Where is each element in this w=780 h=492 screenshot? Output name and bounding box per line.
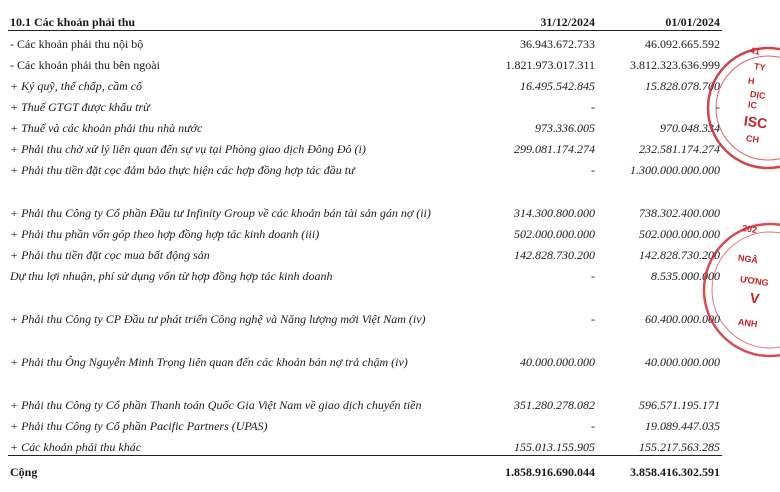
stamp-text-fragment: H	[747, 75, 756, 87]
row-value-2024: 36.943.672.733	[520, 37, 595, 51]
total-label: Cộng	[8, 456, 452, 481]
table-row	[8, 434, 722, 456]
row-value-2024: -	[591, 419, 595, 433]
row-value-2024: 502.000.000.000	[514, 227, 595, 241]
row-value-2023: 3.812.323.636.999	[630, 58, 720, 72]
table-row	[8, 31, 722, 53]
row-label: + Thuế và các khoản phải thu nhà nước	[10, 121, 203, 135]
table-row	[8, 178, 722, 221]
row-label: - Các khoản phải thu bên ngoài	[10, 58, 160, 72]
row-value-2024: -	[591, 269, 595, 283]
table-row	[8, 73, 722, 94]
stamp-text-fragment: ANH	[737, 316, 759, 330]
stamp-text-fragment: DỊC	[749, 88, 767, 102]
row-value-2024: 973.336.005	[535, 121, 595, 135]
row-value-2023: 142.828.730.200	[639, 248, 720, 262]
row-value-2023: 232.581.174.274	[639, 142, 720, 156]
table-row	[8, 136, 722, 157]
row-value-2023: 60.400.000.000	[645, 312, 720, 326]
stamp-text-fragment: 41	[749, 45, 761, 57]
row-label: + Phải thu Công ty Cổ phần Thanh toán Quốc Gia Việt Nam về giao dịch chuyển tiền	[10, 398, 422, 412]
stamp-text-fragment: V	[748, 289, 761, 307]
total-value-2023: 3.858.416.302.591	[597, 456, 722, 481]
table-row	[8, 115, 722, 136]
table-header	[8, 0, 722, 31]
total-row	[8, 456, 722, 481]
table-row	[8, 327, 722, 370]
row-label: + Ký quỹ, thế chấp, cầm cố	[10, 79, 143, 93]
row-value-2023: 46.092.665.592	[645, 37, 720, 51]
stamp-text-fragment: ƯƠNG	[739, 274, 770, 288]
table-row	[8, 370, 722, 413]
stamp-text-fragment: TY	[753, 61, 767, 73]
stamp-text-fragment: IC	[747, 99, 758, 111]
stamp-text-fragment: CH	[745, 133, 760, 145]
row-label: + Các khoản phải thu khác	[10, 440, 142, 454]
row-value-2024: 1.821.973.017.311	[505, 58, 595, 72]
row-value-2023: 155.217.563.285	[597, 434, 722, 456]
stamp-text-fragment: ISC	[743, 112, 769, 132]
table-row	[8, 52, 722, 73]
row-label: + Phải thu phần vốn góp theo hợp đồng hợp tác kinh doanh (iii)	[10, 227, 320, 241]
row-value-2023: -	[716, 100, 720, 114]
row-label: + Phải thu Ông Nguyễn Minh Trọng liên quan đến các khoản bán nợ trả chậm (iv)	[10, 355, 408, 369]
column-header-2023: 01/01/2024	[597, 0, 722, 31]
row-label: + Phải thu Công ty CP Đầu tư phát triển Công nghệ và Năng lượng mới Việt Nam (iv)	[10, 312, 426, 326]
row-label: + Phải thu tiền đặt cọc đảm bảo thực hiện các hợp đồng hợp tác đầu tư	[10, 163, 355, 177]
table-row	[8, 94, 722, 115]
row-value-2023: 738.302.400.000	[639, 206, 720, 220]
row-label: Dự thu lợi nhuận, phí sử dụng vốn từ hợp đồng hợp tác kinh doanh	[10, 269, 333, 283]
column-header-2024: 31/12/2024	[452, 0, 597, 31]
row-value-2023: 15.828.078.700	[645, 79, 720, 93]
section-title: 10.1 Các khoản phải thu	[8, 0, 452, 31]
table-row	[8, 413, 722, 434]
row-value-2023: 502.000.000.000	[639, 227, 720, 241]
row-value-2024: 40.000.000.000	[520, 355, 595, 369]
table-row	[8, 263, 722, 284]
table-row	[8, 157, 722, 178]
row-label: + Phải thu tiền đặt cọc mua bất động sản	[10, 248, 210, 262]
receivables-table	[8, 0, 722, 480]
row-value-2023: 40.000.000.000	[645, 355, 720, 369]
row-value-2023: 596.571.195.171	[639, 398, 720, 412]
row-value-2023: 8.535.000.000	[651, 269, 720, 283]
row-value-2024: 299.081.174.274	[514, 142, 595, 156]
row-label: + Phải thu chờ xử lý liên quan đến sự vụ tại Phòng giao dịch Đông Đô (i)	[10, 142, 366, 156]
row-value-2024: 351.280.278.082	[514, 398, 595, 412]
row-value-2024: -	[591, 100, 595, 114]
row-value-2023: 19.089.447.035	[645, 419, 720, 433]
row-value-2024: -	[591, 312, 595, 326]
table-row	[8, 221, 722, 242]
receivables-rows	[8, 31, 722, 456]
total-value-2024: 1.858.916.690.044	[452, 456, 597, 481]
row-value-2024: 16.495.542.845	[520, 79, 595, 93]
stamp-text-fragment: 202	[741, 223, 758, 235]
row-value-2024: 314.300.800.000	[514, 206, 595, 220]
row-value-2024: 142.828.730.200	[514, 248, 595, 262]
stamp-text-fragment: NGÂ	[737, 252, 759, 266]
row-value-2023: 1.300.000.000.000	[630, 163, 720, 177]
row-value-2024: 155.013.155.905	[452, 434, 597, 456]
row-label: + Thuế GTGT được khấu trừ	[10, 100, 150, 114]
row-label: - Các khoản phải thu nội bộ	[10, 37, 144, 51]
row-value-2023: 970.048.334	[660, 121, 720, 135]
table-row	[8, 242, 722, 263]
row-label: + Phải thu Công ty Cổ phần Đầu tư Infinity Group về các khoản bán tài sản gán nợ (ii)	[10, 206, 431, 220]
table-row	[8, 284, 722, 327]
row-value-2024: -	[591, 163, 595, 177]
row-label: + Phải thu Công ty Cổ phần Pacific Partners (UPAS)	[10, 419, 268, 433]
